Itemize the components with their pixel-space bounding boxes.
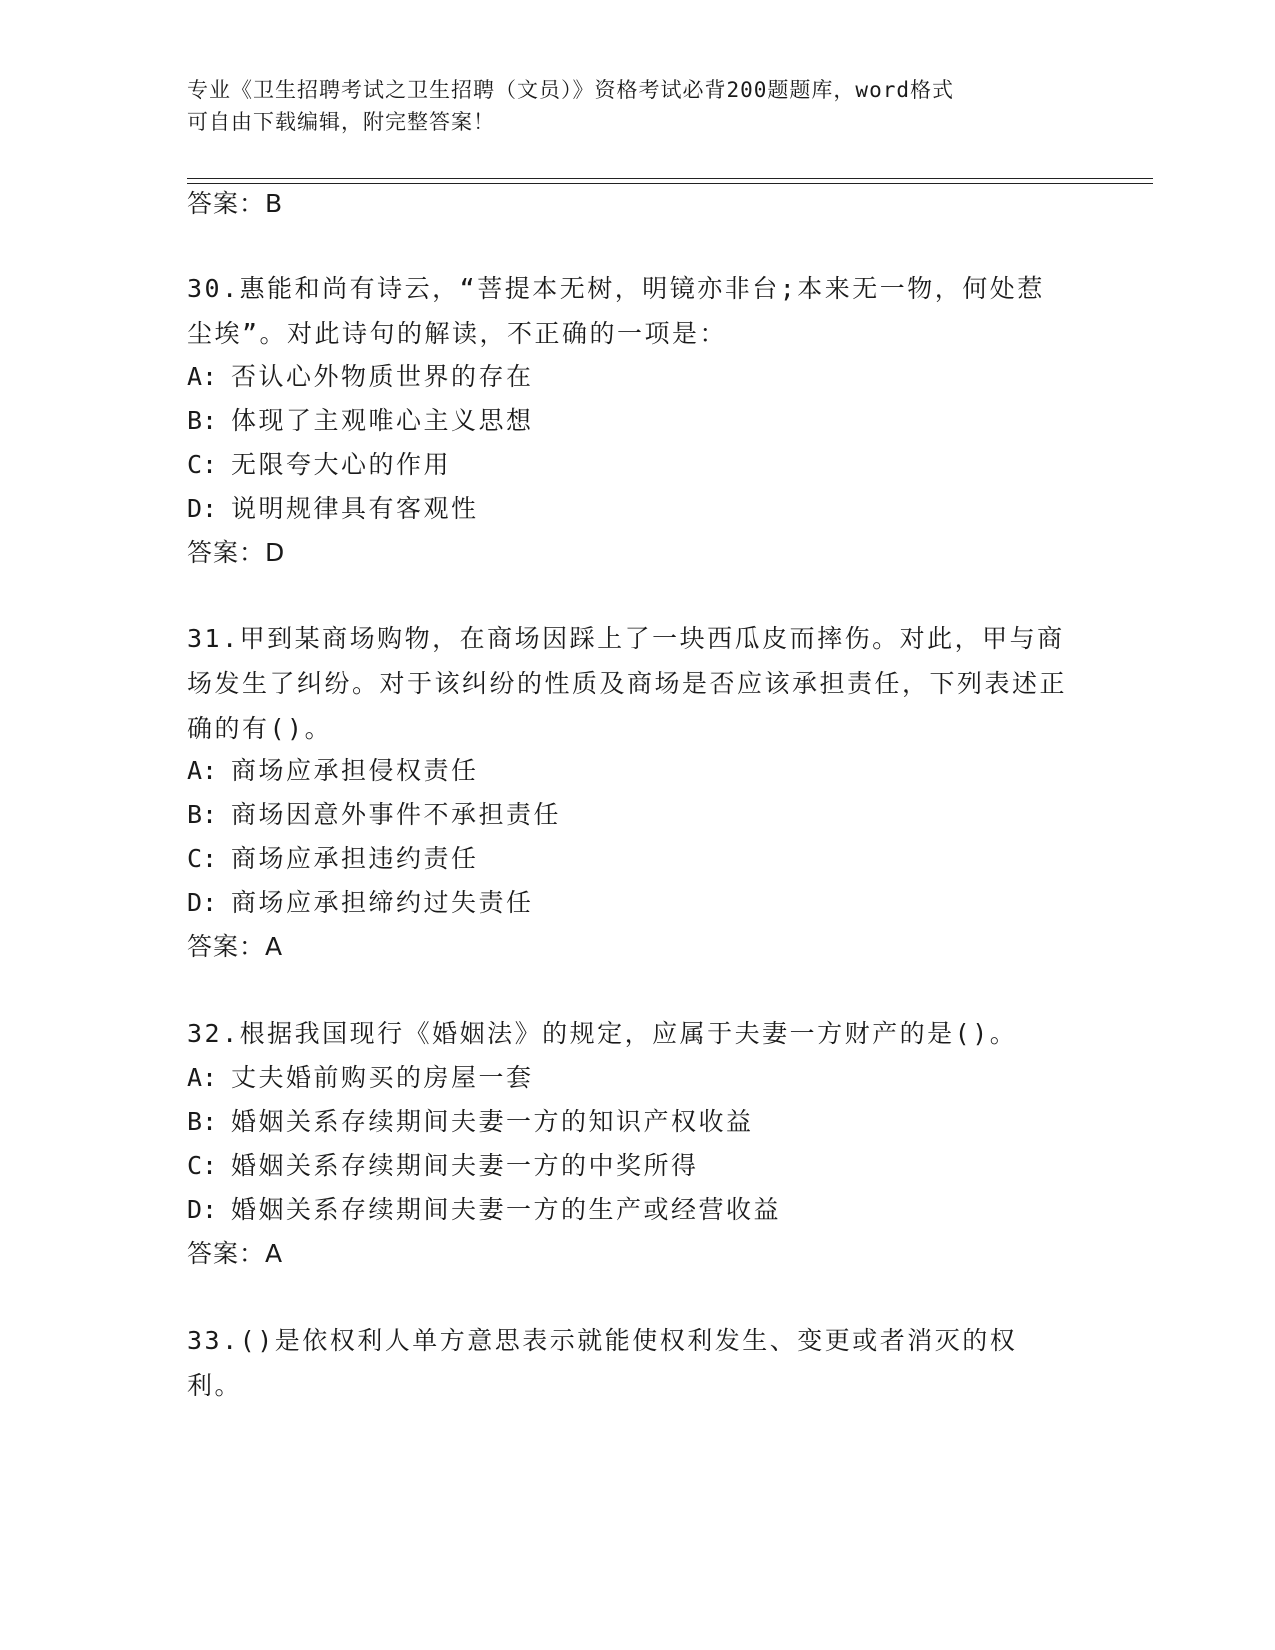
option-letter: B:: [187, 1107, 218, 1136]
question-text: 甲到某商场购物，在商场因踩上了一块西瓜皮而摔伤。对此，甲与商场发生了纠纷。对于该纠纷的性质及商场是否应该承担责任，下列表述正确的有()。: [187, 624, 1068, 743]
option-text: 说明规律具有客观性: [231, 494, 479, 523]
option-letter: A:: [187, 1063, 218, 1092]
question-31: [187, 616, 1067, 751]
option-30-c: [187, 442, 451, 487]
option-31-b: [187, 792, 561, 837]
question-number: 31.: [187, 624, 240, 653]
question-number: 30.: [187, 274, 240, 303]
option-text: 丈夫婚前购买的房屋一套: [231, 1063, 534, 1092]
header-line-2: 可自由下载编辑，附完整答案！: [187, 110, 495, 134]
option-letter: D:: [187, 1195, 218, 1224]
question-33: [187, 1318, 1067, 1408]
option-text: 商场应承担违约责任: [231, 844, 479, 873]
option-32-c: [187, 1143, 699, 1188]
answer-32: 答案：A: [187, 1239, 284, 1268]
question-text: 根据我国现行《婚姻法》的规定，应属于夫妻一方财产的是()。: [239, 1019, 1018, 1048]
question-number: 33.: [187, 1326, 240, 1355]
option-30-a: [187, 354, 534, 399]
question-32: [187, 1011, 1067, 1056]
option-letter: C:: [187, 450, 218, 479]
question-30: [187, 266, 1067, 356]
option-text: 无限夸大心的作用: [231, 450, 452, 479]
answer-31: 答案：A: [187, 932, 284, 961]
answer-29: 答案：B: [187, 189, 284, 218]
answer-30: 答案：D: [187, 538, 286, 567]
option-letter: B:: [187, 800, 218, 829]
option-text: 婚姻关系存续期间夫妻一方的知识产权收益: [231, 1107, 754, 1136]
option-32-b: [187, 1099, 754, 1144]
option-30-b: [187, 398, 534, 443]
option-letter: C:: [187, 1151, 218, 1180]
option-text: 体现了主观唯心主义思想: [231, 406, 534, 435]
option-text: 商场应承担侵权责任: [231, 756, 479, 785]
option-text: 商场应承担缔约过失责任: [231, 888, 534, 917]
header-line-1: 专业《卫生招聘考试之卫生招聘（文员）》资格考试必背200题题库，word格式: [187, 78, 954, 102]
question-text: 惠能和尚有诗云，“菩提本无树，明镜亦非台;本来无一物，何处惹尘埃”。对此诗句的解读，不正确的一项是：: [187, 274, 1045, 348]
option-letter: B:: [187, 406, 218, 435]
option-31-a: [187, 748, 479, 793]
header-rule-bottom: [187, 183, 1153, 184]
option-text: 商场因意外事件不承担责任: [231, 800, 562, 829]
option-letter: D:: [187, 888, 218, 917]
option-32-d: [187, 1187, 781, 1232]
option-30-d: [187, 486, 479, 531]
header-rule-top: [187, 178, 1153, 179]
option-31-c: [187, 836, 479, 881]
document-header: [187, 74, 1087, 138]
option-31-d: [187, 880, 534, 925]
question-text: ()是依权利人单方意思表示就能使权利发生、变更或者消灭的权利。: [187, 1326, 1018, 1400]
option-letter: A:: [187, 756, 218, 785]
option-letter: A:: [187, 362, 218, 391]
option-text: 婚姻关系存续期间夫妻一方的中奖所得: [231, 1151, 699, 1180]
option-letter: D:: [187, 494, 218, 523]
option-letter: C:: [187, 844, 218, 873]
option-text: 否认心外物质世界的存在: [231, 362, 534, 391]
option-32-a: [187, 1055, 534, 1100]
option-text: 婚姻关系存续期间夫妻一方的生产或经营收益: [231, 1195, 782, 1224]
question-number: 32.: [187, 1019, 240, 1048]
